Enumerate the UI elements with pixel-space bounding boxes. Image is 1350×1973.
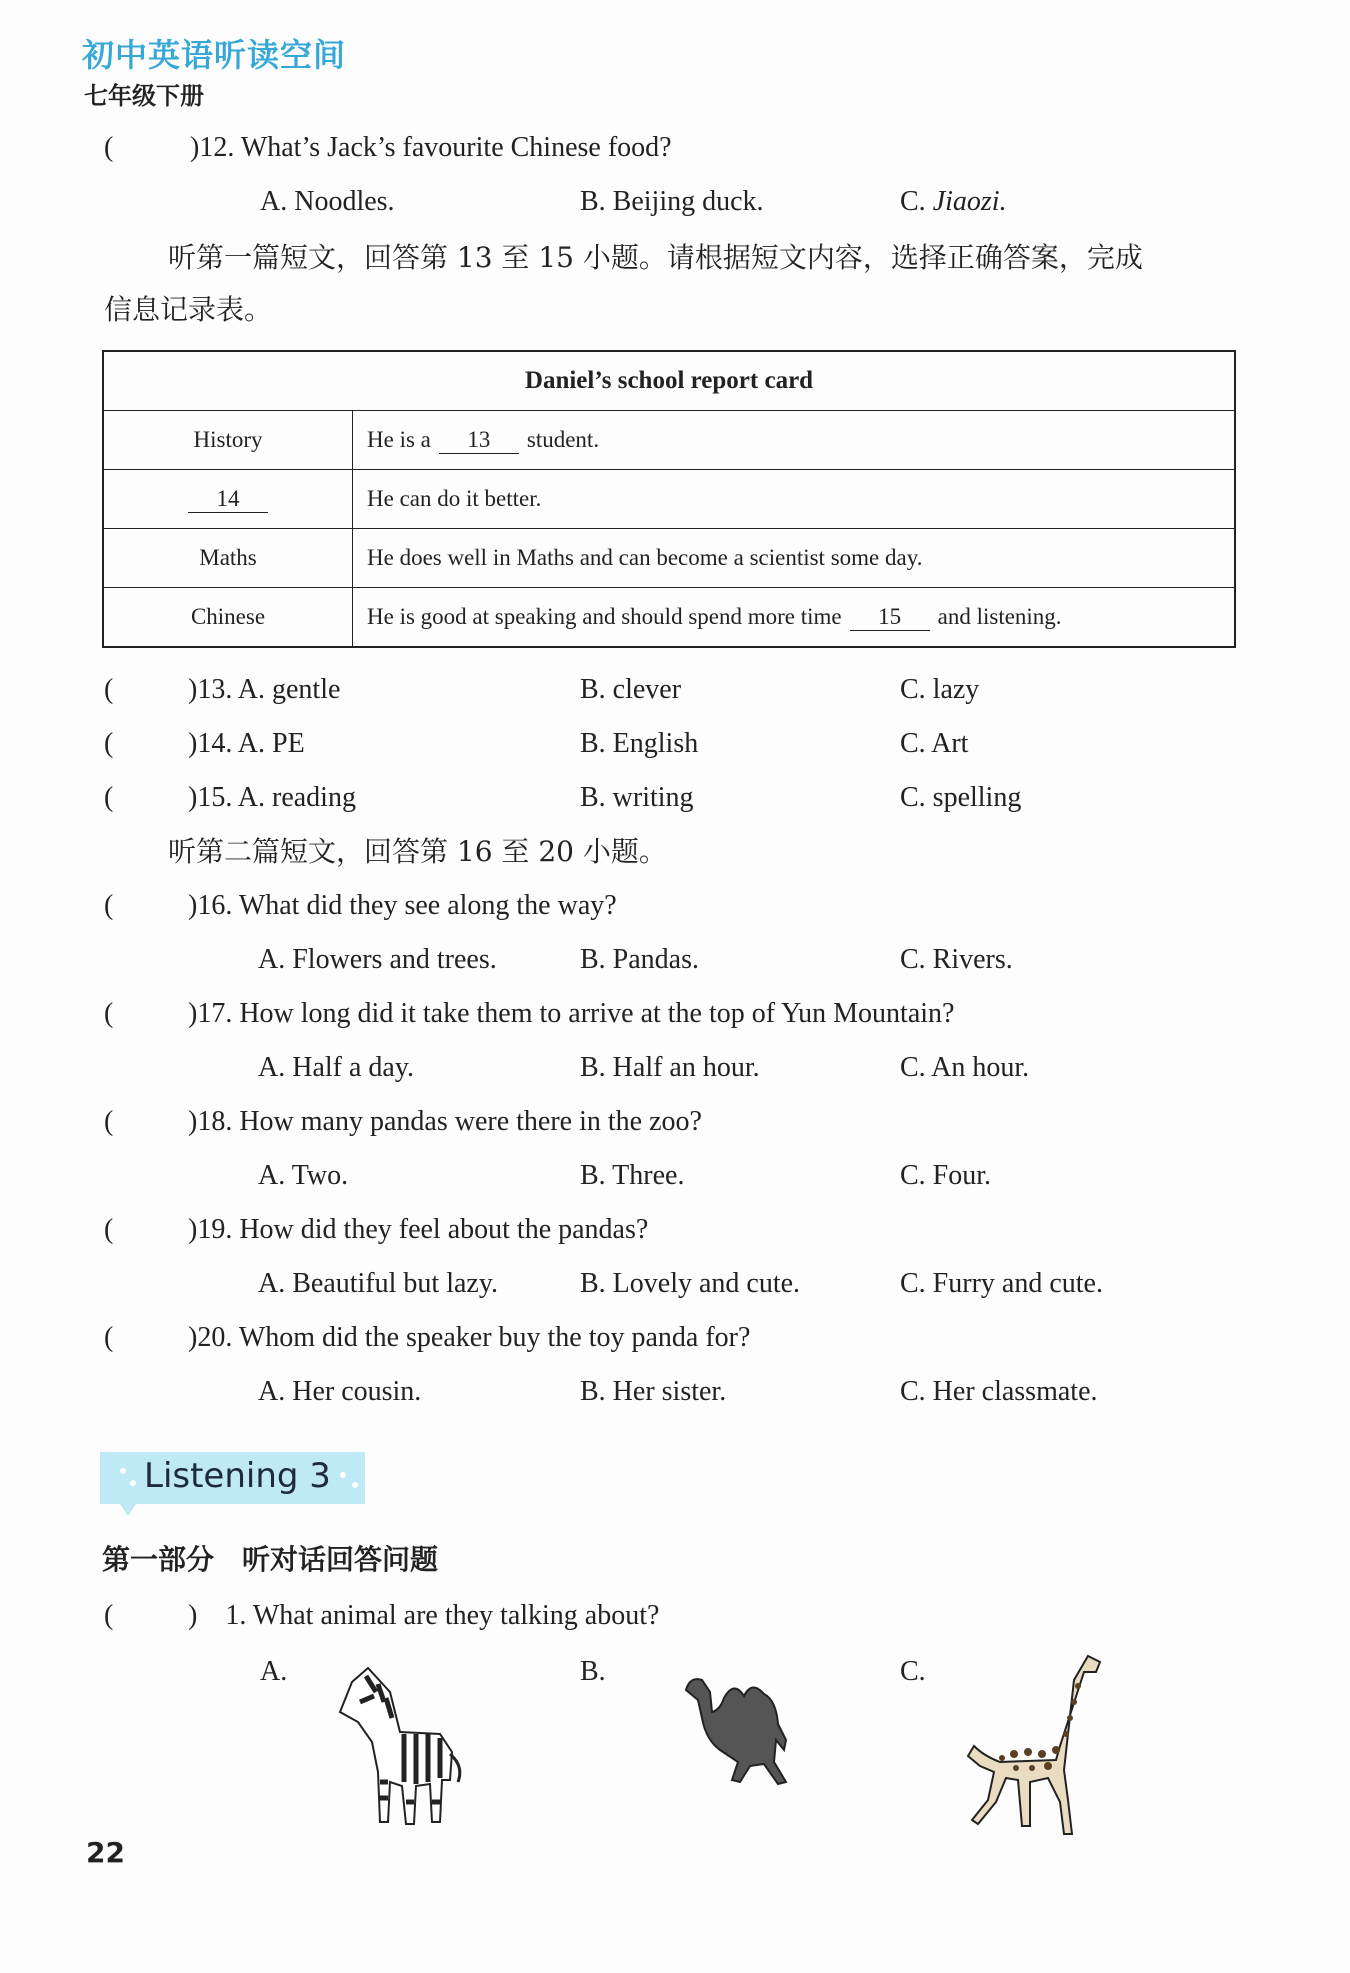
mc-14-option-c: C. Art xyxy=(900,728,969,759)
blank-15[interactable]: 15 xyxy=(850,604,930,631)
table-row xyxy=(103,411,1235,470)
subject-cell: History xyxy=(103,411,353,470)
q17-option-c: C. An hour. xyxy=(900,1052,1030,1083)
mc-14-option-b: B. English xyxy=(580,728,699,759)
q19-option-b: B. Lovely and cute. xyxy=(580,1268,801,1299)
question-16-text: )16. What did they see along the way? xyxy=(188,890,617,921)
answer-paren-17[interactable]: ( xyxy=(104,998,114,1029)
q12-option-b: B. Beijing duck. xyxy=(580,186,764,217)
answer-paren-open[interactable]: ( xyxy=(104,132,114,163)
l3-option-c-label: C. xyxy=(900,1656,926,1687)
section-heading: 第一部分 听对话回答问题 xyxy=(102,1543,439,1576)
answer-paren-14[interactable]: ( xyxy=(104,728,114,759)
table-row xyxy=(103,588,1235,648)
mc-13-option-a: )13. A. gentle xyxy=(188,674,341,705)
report-card-table xyxy=(102,350,1236,648)
q12-option-c: C. Jiaozi. xyxy=(900,186,1007,217)
q16-option-c: C. Rivers. xyxy=(900,944,1013,975)
q18-option-a: A. Two. xyxy=(258,1160,349,1191)
q20-option-c: C. Her classmate. xyxy=(900,1376,1098,1407)
q19-option-a: A. Beautiful but lazy. xyxy=(258,1268,499,1299)
table-row xyxy=(103,529,1235,588)
mc-15-option-c: C. spelling xyxy=(900,782,1022,813)
answer-paren-19[interactable]: ( xyxy=(104,1214,114,1245)
passage1-intro-line2: 信息记录表。 xyxy=(104,293,273,326)
q16-option-a: A. Flowers and trees. xyxy=(258,944,497,975)
mc-15-option-b: B. writing xyxy=(580,782,694,813)
question-17-text: )17. How long did it take them to arrive at the top of Yun Mountain? xyxy=(188,998,955,1029)
mc-14-option-a: )14. A. PE xyxy=(188,728,305,759)
q19-option-c: C. Furry and cute. xyxy=(900,1268,1103,1299)
comment-cell: He is a 13 student. xyxy=(353,411,1236,470)
tag-tail xyxy=(120,1504,136,1516)
comment-cell: He is good at speaking and should spend more time 15 and listening. xyxy=(353,588,1236,648)
q18-option-b: B. Three. xyxy=(580,1160,685,1191)
l3-question-1-text: ) 1. What animal are they talking about? xyxy=(188,1600,660,1631)
answer-paren-l3-1[interactable]: ( xyxy=(104,1600,114,1631)
tag-dot xyxy=(120,1468,126,1474)
listening-3-title: Listening 3 xyxy=(144,1456,331,1496)
tag-dot xyxy=(352,1482,358,1488)
question-19-text: )19. How did they feel about the pandas? xyxy=(188,1214,649,1245)
comment-cell: He can do it better. xyxy=(353,470,1236,529)
table-row xyxy=(103,470,1235,529)
zebra-illustration[interactable] xyxy=(330,1662,470,1832)
answer-paren-18[interactable]: ( xyxy=(104,1106,114,1137)
q17-option-a: A. Half a day. xyxy=(258,1052,415,1083)
answer-paren-20[interactable]: ( xyxy=(104,1322,114,1353)
question-12 xyxy=(104,130,113,166)
subject-cell: Maths xyxy=(103,529,353,588)
blank-14[interactable]: 14 xyxy=(188,486,268,513)
page-number: 22 xyxy=(86,1836,125,1869)
tag-dot xyxy=(340,1472,346,1478)
l3-option-a-label: A. xyxy=(260,1656,288,1687)
q16-option-b: B. Pandas. xyxy=(580,944,699,975)
q12-option-a: A. Noodles. xyxy=(260,186,395,217)
q17-option-b: B. Half an hour. xyxy=(580,1052,760,1083)
passage2-intro: 听第二篇短文，回答第 16 至 20 小题。 xyxy=(168,835,667,868)
answer-paren-15[interactable]: ( xyxy=(104,782,114,813)
answer-paren-16[interactable]: ( xyxy=(104,890,114,921)
question-20-text: )20. Whom did the speaker buy the toy panda for? xyxy=(188,1322,751,1353)
passage1-intro-line1: 听第一篇短文，回答第 13 至 15 小题。请根据短文内容，选择正确答案，完成 xyxy=(168,241,1143,274)
brand-title: 初中英语听读空间 xyxy=(82,36,347,74)
comment-cell: He does well in Maths and can become a scientist some day. xyxy=(353,529,1236,588)
question-12-text: )12. What’s Jack’s favourite Chinese food? xyxy=(190,132,672,163)
grade-label: 七年级下册 xyxy=(84,82,204,110)
listening-3-tag xyxy=(100,1452,365,1504)
mc-13-option-b: B. clever xyxy=(580,674,682,705)
report-card-title: Daniel’s school report card xyxy=(103,351,1235,411)
question-18-text: )18. How many pandas were there in the zoo? xyxy=(188,1106,702,1137)
l3-option-b-label: B. xyxy=(580,1656,606,1687)
mc-13-option-c: C. lazy xyxy=(900,674,980,705)
camel-illustration[interactable] xyxy=(680,1670,800,1790)
q18-option-c: C. Four. xyxy=(900,1160,992,1191)
mc-15-option-a: )15. A. reading xyxy=(188,782,356,813)
answer-paren-13[interactable]: ( xyxy=(104,674,114,705)
subject-cell: Chinese xyxy=(103,588,353,648)
q20-option-b: B. Her sister. xyxy=(580,1376,727,1407)
tag-dot xyxy=(130,1480,136,1486)
blank-13[interactable]: 13 xyxy=(439,427,519,454)
subject-cell xyxy=(103,470,353,529)
q20-option-a: A. Her cousin. xyxy=(258,1376,422,1407)
giraffe-illustration[interactable] xyxy=(960,1650,1110,1840)
